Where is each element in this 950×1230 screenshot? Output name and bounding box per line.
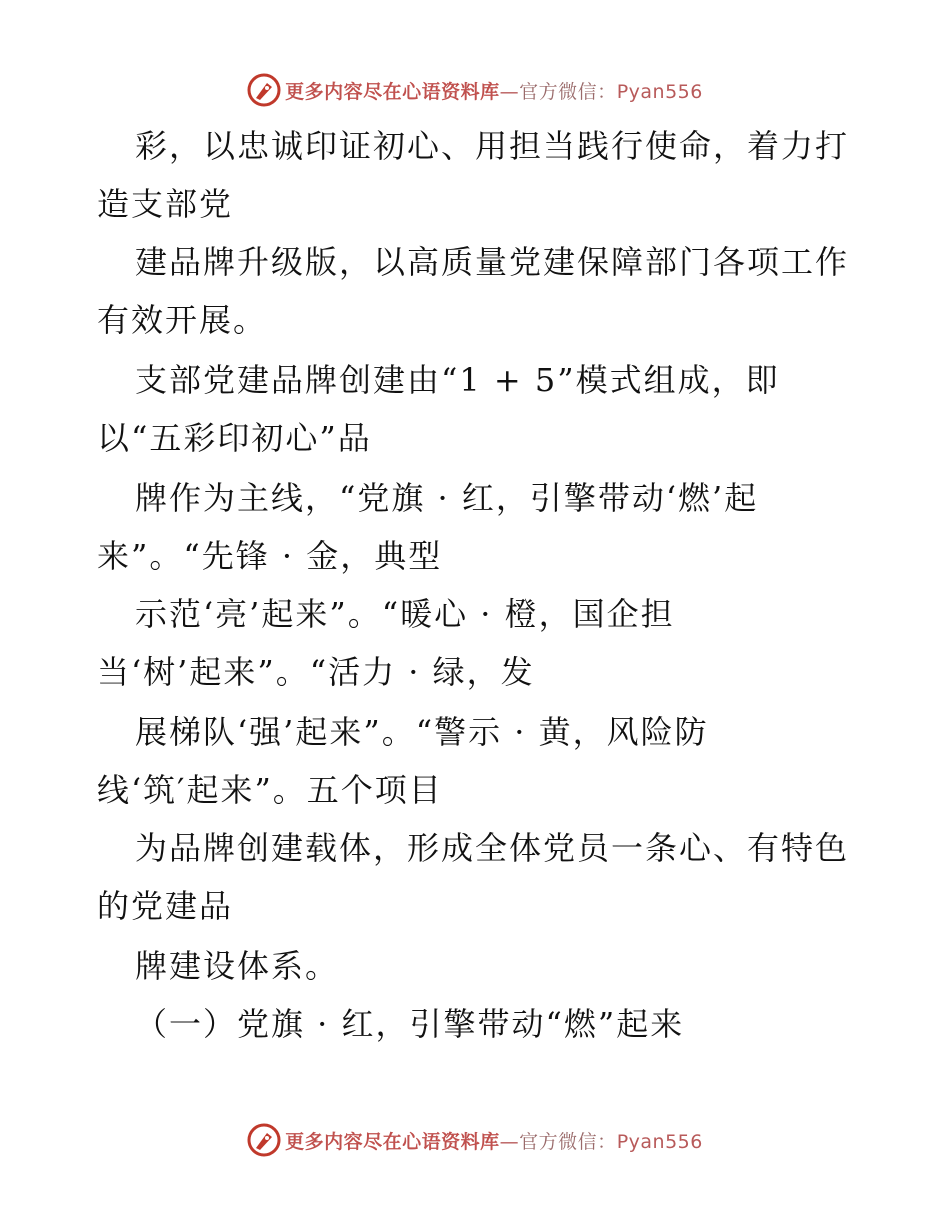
body-line: 示范‘亮’起来”。“暖心 · 橙，国企担 [135, 595, 675, 633]
body-line: 支部党建品牌创建由“1 + 5”模式组成，即 [135, 361, 780, 399]
body-line: 有效开展。 [97, 301, 268, 339]
body-line: 线‘筑′起来”。五个项目 [97, 771, 443, 809]
header-wechat: Pyan556 [616, 80, 703, 103]
header-dash: — [499, 80, 520, 103]
body-line: 造支部党 [97, 185, 234, 223]
body-line: 展梯队‘强’起来”。“警示 · 黄，风险防 [135, 713, 709, 751]
body-line: 来”。“先锋 · 金，典型 [97, 537, 443, 575]
footer-dash: — [499, 1130, 520, 1153]
footer-brand: 更多内容尽在心语资料库 [285, 1130, 500, 1153]
body-line: 以“五彩印初心”品 [97, 419, 372, 457]
footer-wechat: Pyan556 [616, 1130, 703, 1153]
body-line: 的党建品 [97, 887, 234, 925]
header-official: 官方微信： [519, 80, 617, 103]
body-line: 建品牌升级版，以高质量党建保障部门各项工作 [135, 243, 850, 281]
body-line: 当‘树’起来”。“活力 · 绿，发 [97, 653, 535, 691]
body-line: 牌建设体系。 [135, 947, 340, 985]
section-heading: （一）党旗 · 红，引擎带动“燃”起来 [135, 1005, 685, 1043]
body-line: 彩，以忠诚印证初心、用担当践行使命，着力打 [135, 127, 850, 165]
body-line: 牌作为主线，“党旗 · 红，引擎带动‘燃’起 [135, 479, 759, 517]
footer-text [285, 1127, 703, 1154]
header-brand: 更多内容尽在心语资料库 [285, 80, 500, 103]
body-line: 为品牌创建载体，形成全体党员一条心、有特色 [135, 829, 850, 867]
footer-banner [0, 1120, 950, 1160]
pen-nib-logo-icon [247, 1123, 281, 1157]
footer-official: 官方微信： [519, 1130, 617, 1153]
